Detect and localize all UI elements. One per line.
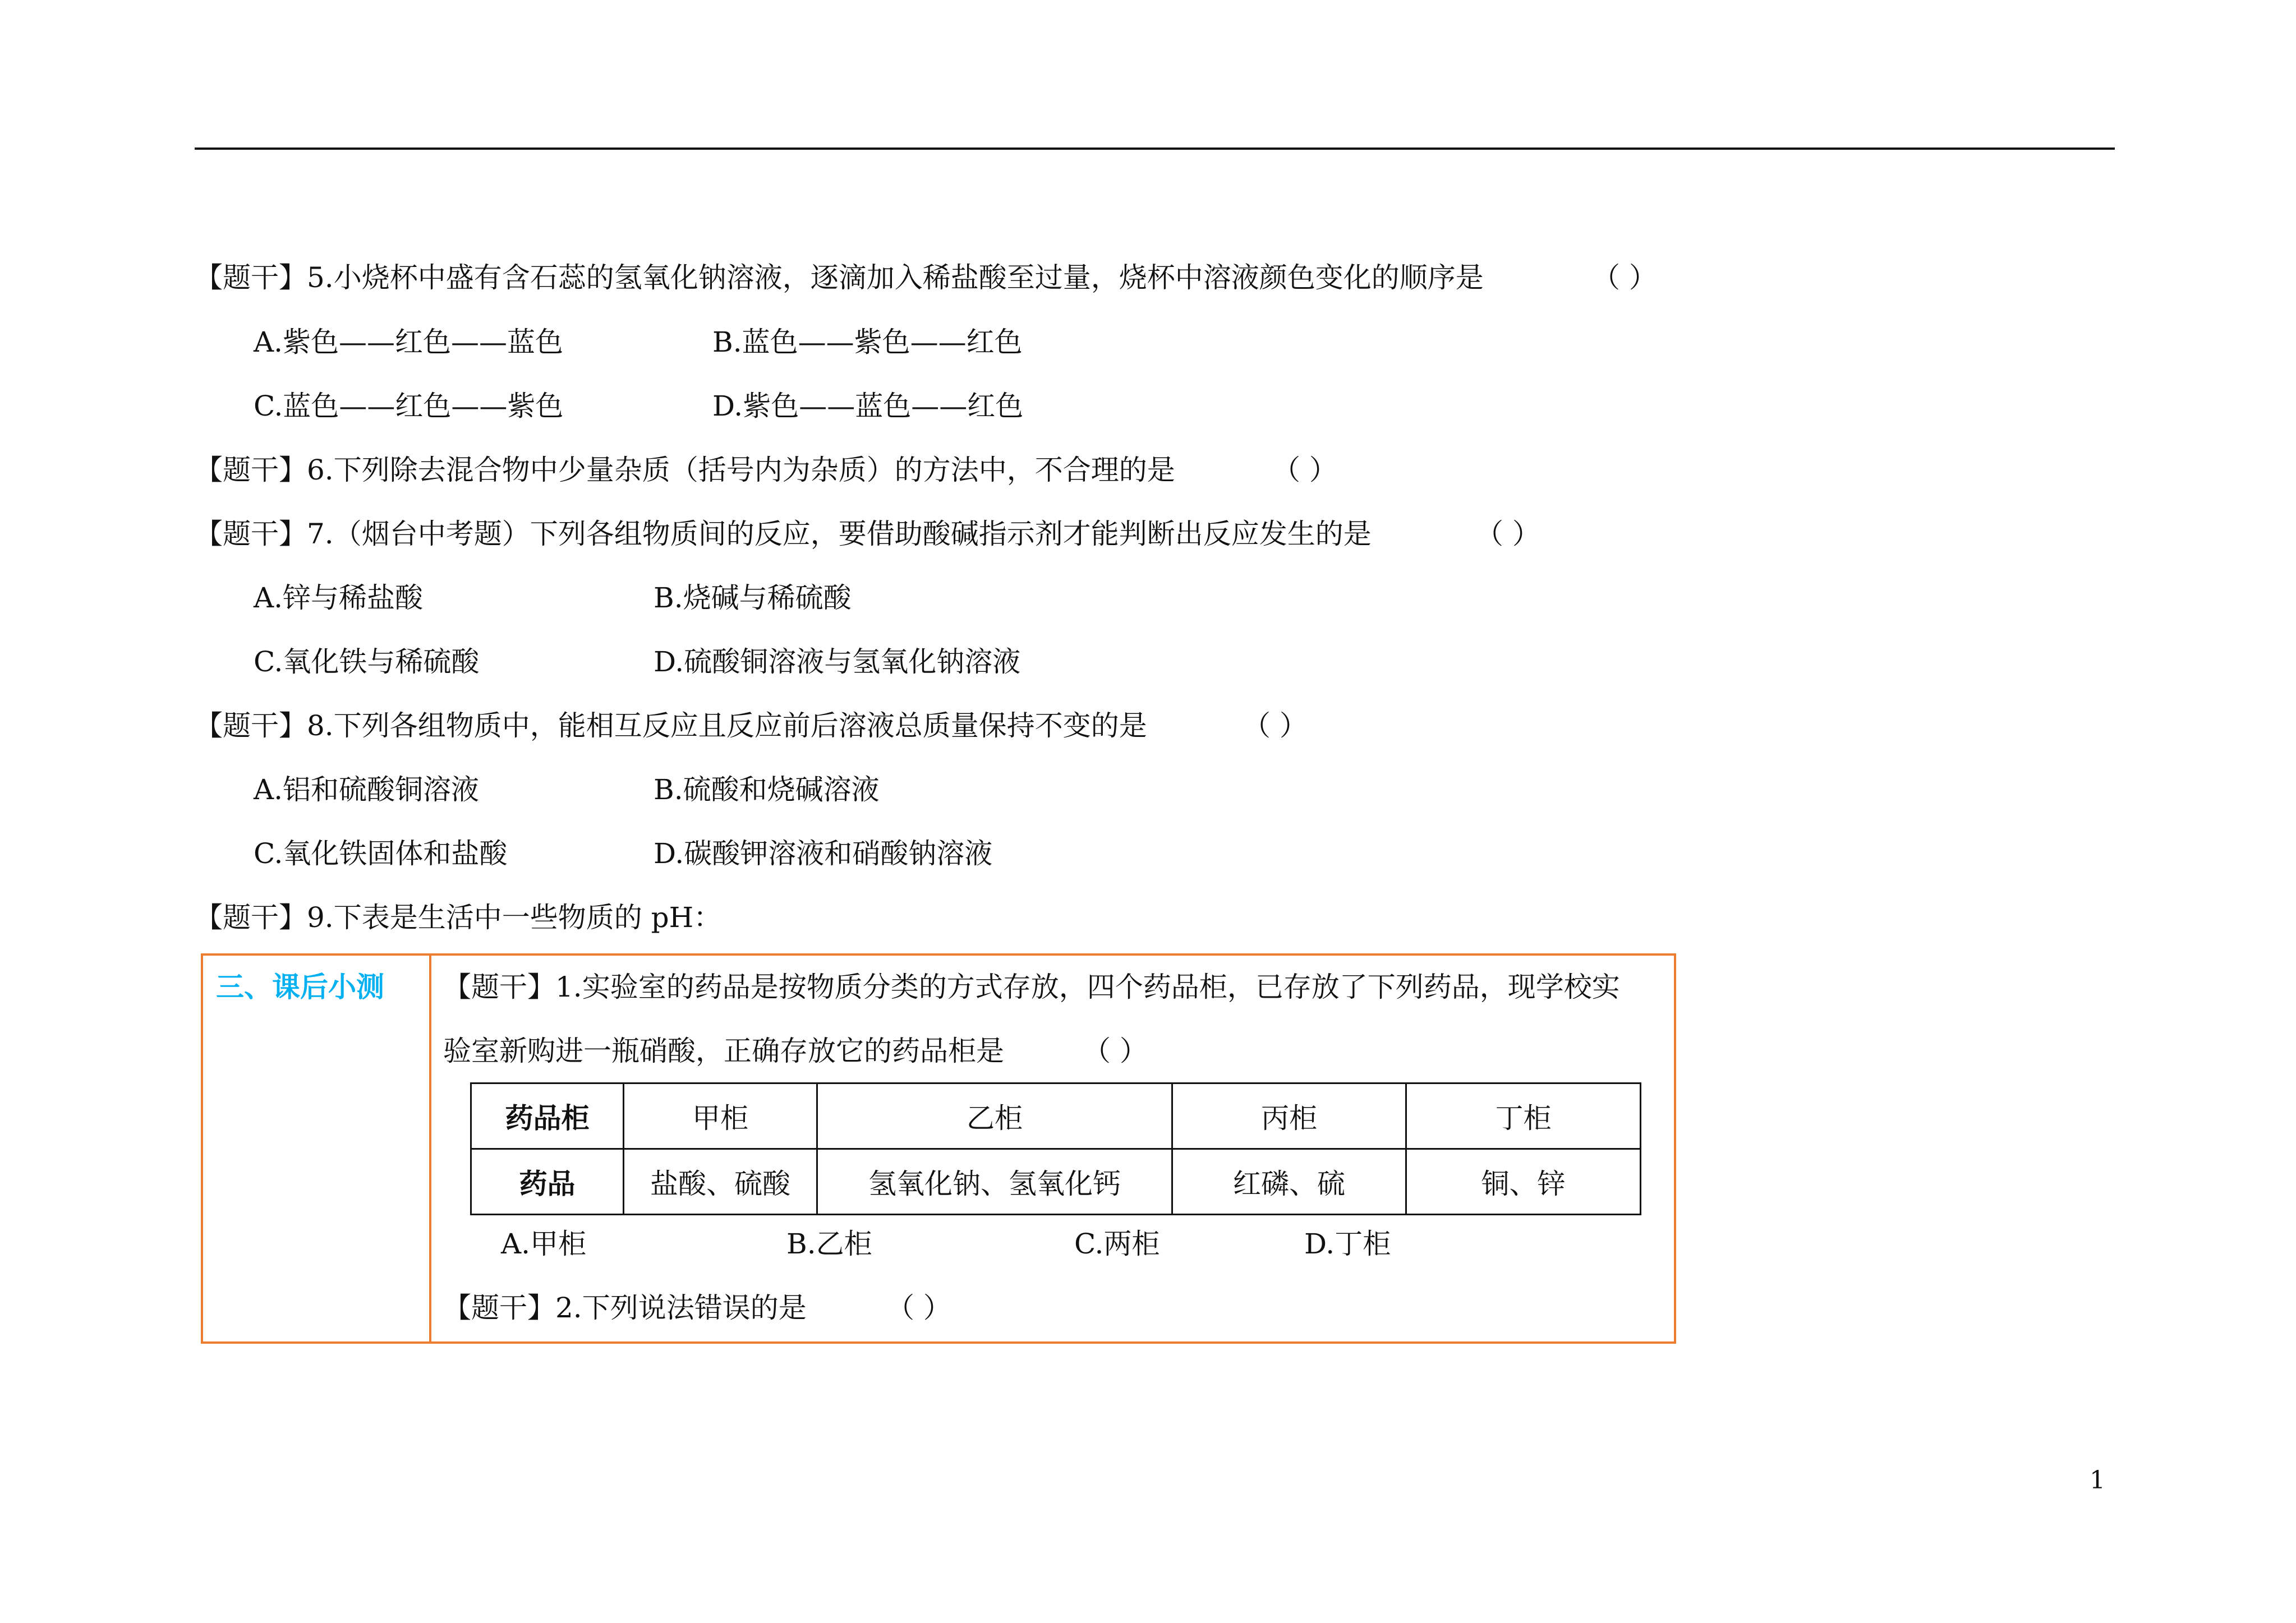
question-5-option-d: D.紫色——蓝色——红色: [712, 390, 1024, 422]
question-7-option-c: C.氧化铁与稀硫酸: [254, 645, 480, 678]
section-box-divider: [429, 953, 431, 1344]
table-cell: 铜、锌: [1406, 1149, 1641, 1215]
question-5-answer-blank: （ ）: [1592, 261, 1657, 294]
page-number: 1: [2090, 1466, 2105, 1495]
section-question-1-option-b: B.乙柜: [786, 1228, 872, 1260]
section-question-1-stem-line-1: 【题干】1.实验室的药品是按物质分类的方式存放，四个药品柜，已存放了下列药品，现学校实: [443, 971, 1620, 1003]
question-7-option-d: D.硫酸铜溶液与氢氧化钠溶液: [654, 645, 1021, 678]
table-cell: 红磷、硫: [1172, 1149, 1406, 1215]
question-5-stem: 【题干】5.小烧杯中盛有含石蕊的氢氧化钠溶液，逐滴加入稀盐酸至过量，烧杯中溶液颜色变化的顺序是: [195, 261, 1484, 294]
cabinet-table: [470, 1082, 1641, 1215]
question-8-option-c: C.氧化铁固体和盐酸: [254, 837, 508, 870]
question-5-option-c: C.蓝色——红色——紫色: [254, 390, 564, 422]
question-8-option-b: B.硫酸和烧碱溶液: [654, 773, 880, 806]
question-5-option-b: B.蓝色——紫色——红色: [712, 326, 1023, 358]
question-8-answer-blank: （ ）: [1243, 709, 1308, 742]
question-7-answer-blank: （ ）: [1475, 518, 1540, 550]
table-cell: 丁柜: [1406, 1083, 1641, 1149]
question-6-stem: 【题干】6.下列除去混合物中少量杂质（括号内为杂质）的方法中，不合理的是: [195, 454, 1175, 486]
section-question-1-option-c: C.两柜: [1074, 1228, 1160, 1260]
table-cell: 丙柜: [1172, 1083, 1406, 1149]
question-8-stem: 【题干】8.下列各组物质中，能相互反应且反应前后溶液总质量保持不变的是: [195, 709, 1147, 742]
question-8-option-d: D.碳酸钾溶液和硝酸钠溶液: [654, 837, 993, 870]
question-7-stem: 【题干】7.（烟台中考题）下列各组物质间的反应，要借助酸碱指示剂才能判断出反应发生的是: [195, 518, 1372, 550]
table-cell: 盐酸、硫酸: [624, 1149, 817, 1215]
question-8-option-a: A.铝和硫酸铜溶液: [254, 773, 480, 806]
section-question-1-answer-blank: （ ）: [1083, 1035, 1148, 1067]
section-title: 三、课后小测: [216, 970, 384, 1003]
question-5-option-a: A.紫色——红色——蓝色: [254, 326, 564, 358]
section-question-1-option-a: A.甲柜: [501, 1228, 587, 1260]
section-question-2-stem: 【题干】2.下列说法错误的是: [443, 1292, 807, 1324]
section-question-2-answer-blank: （ ）: [886, 1292, 951, 1324]
table-row: [471, 1083, 1641, 1149]
question-9-stem: 【题干】9.下表是生活中一些物质的 pH：: [195, 901, 722, 934]
question-6-answer-blank: （ ）: [1272, 454, 1337, 486]
table-cell: 氢氧化钠、氢氧化钙: [817, 1149, 1172, 1215]
table-cell: 药品柜: [471, 1083, 624, 1149]
question-7-option-a: A.锌与稀盐酸: [254, 582, 424, 614]
header-rule: [195, 147, 2115, 150]
table-cell: 甲柜: [624, 1083, 817, 1149]
question-7-option-b: B.烧碱与稀硫酸: [654, 582, 852, 614]
table-cell: 药品: [471, 1149, 624, 1215]
section-question-1-stem-line-2: 验室新购进一瓶硝酸，正确存放它的药品柜是: [443, 1035, 1004, 1067]
table-cell: 乙柜: [817, 1083, 1172, 1149]
table-row: [471, 1149, 1641, 1215]
section-question-1-option-d: D.丁柜: [1304, 1228, 1391, 1260]
